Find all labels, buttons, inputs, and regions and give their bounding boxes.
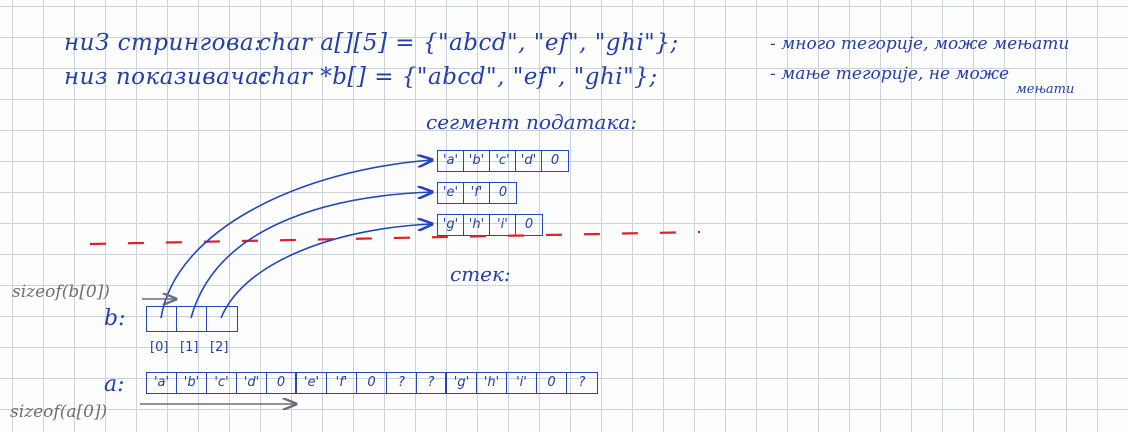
pointer-arrow-b2 [221,224,432,318]
string-literal-ghi [437,214,543,236]
pointer-array-name: b: [104,306,126,331]
line2-note: - мање тегорије, не може [770,64,1010,84]
stack-section-label: стек: [450,262,511,286]
literal-cell: 0 [550,153,560,168]
char-array-name: a: [104,372,125,397]
literal-cell: 'c' [490,151,516,171]
pointer-arrow-b0 [161,160,432,318]
literal-cell: 'b' [464,151,490,171]
array-cell: 'c' [207,373,237,393]
pointer-cell [147,307,177,331]
array-cell: 'i' [507,373,537,393]
literal-cell: 0 [524,217,534,232]
array-cell: 'e' [297,373,327,393]
array-cell: ? [578,375,586,390]
string-literal-abcd [437,150,569,172]
line2-code: char *b[] = {"abcd", "ef", "ghi"}; [258,64,658,90]
pointer-cell [207,307,237,331]
line1-code: char a[][5] = {"abcd", "ef", "ghi"}; [258,30,679,56]
array-cell: 0 [537,373,567,393]
array-cell: 'a' [147,373,177,393]
pointer-array-b [146,306,238,332]
line2-note-cont: мењати [1016,82,1075,97]
literal-cell: 'f' [464,183,490,203]
index-label: [0] [150,340,169,355]
literal-cell: 'g' [438,215,464,235]
line1-label: ниЗ стрингова: [64,30,263,56]
sizeof-b0-label: sizeof(b[0]) [12,282,110,302]
literal-cell: 'a' [438,151,464,171]
pointer-arrow-b1 [191,192,432,318]
array-cell: 0 [267,373,297,393]
array-cell: 'b' [177,373,207,393]
array-cell: ? [387,373,417,393]
literal-cell: 'i' [490,215,516,235]
array-cell: 0 [357,373,387,393]
array-cell: 'g' [447,373,477,393]
pointer-cell [177,307,207,331]
literal-cell: 'e' [438,183,464,203]
readonly-section-label: сегмент података: [426,110,638,134]
array-cell: 'd' [237,373,267,393]
string-literal-ef [437,182,517,204]
char-array-a [146,372,598,394]
literal-cell: 0 [498,185,508,200]
array-cell: 'h' [477,373,507,393]
literal-cell: 'd' [516,151,542,171]
array-cell: ? [417,373,447,393]
index-label: [1] [180,340,199,355]
array-cell: 'f' [327,373,357,393]
sizeof-a0-label: sizeof(a[0]) [10,402,108,422]
memory-divider-line [90,232,700,244]
index-label: [2] [210,340,229,355]
literal-cell: 'h' [464,215,490,235]
line2-label: низ показивача: [64,64,268,90]
line1-note: - много тегорије, може мењати [770,34,1070,54]
